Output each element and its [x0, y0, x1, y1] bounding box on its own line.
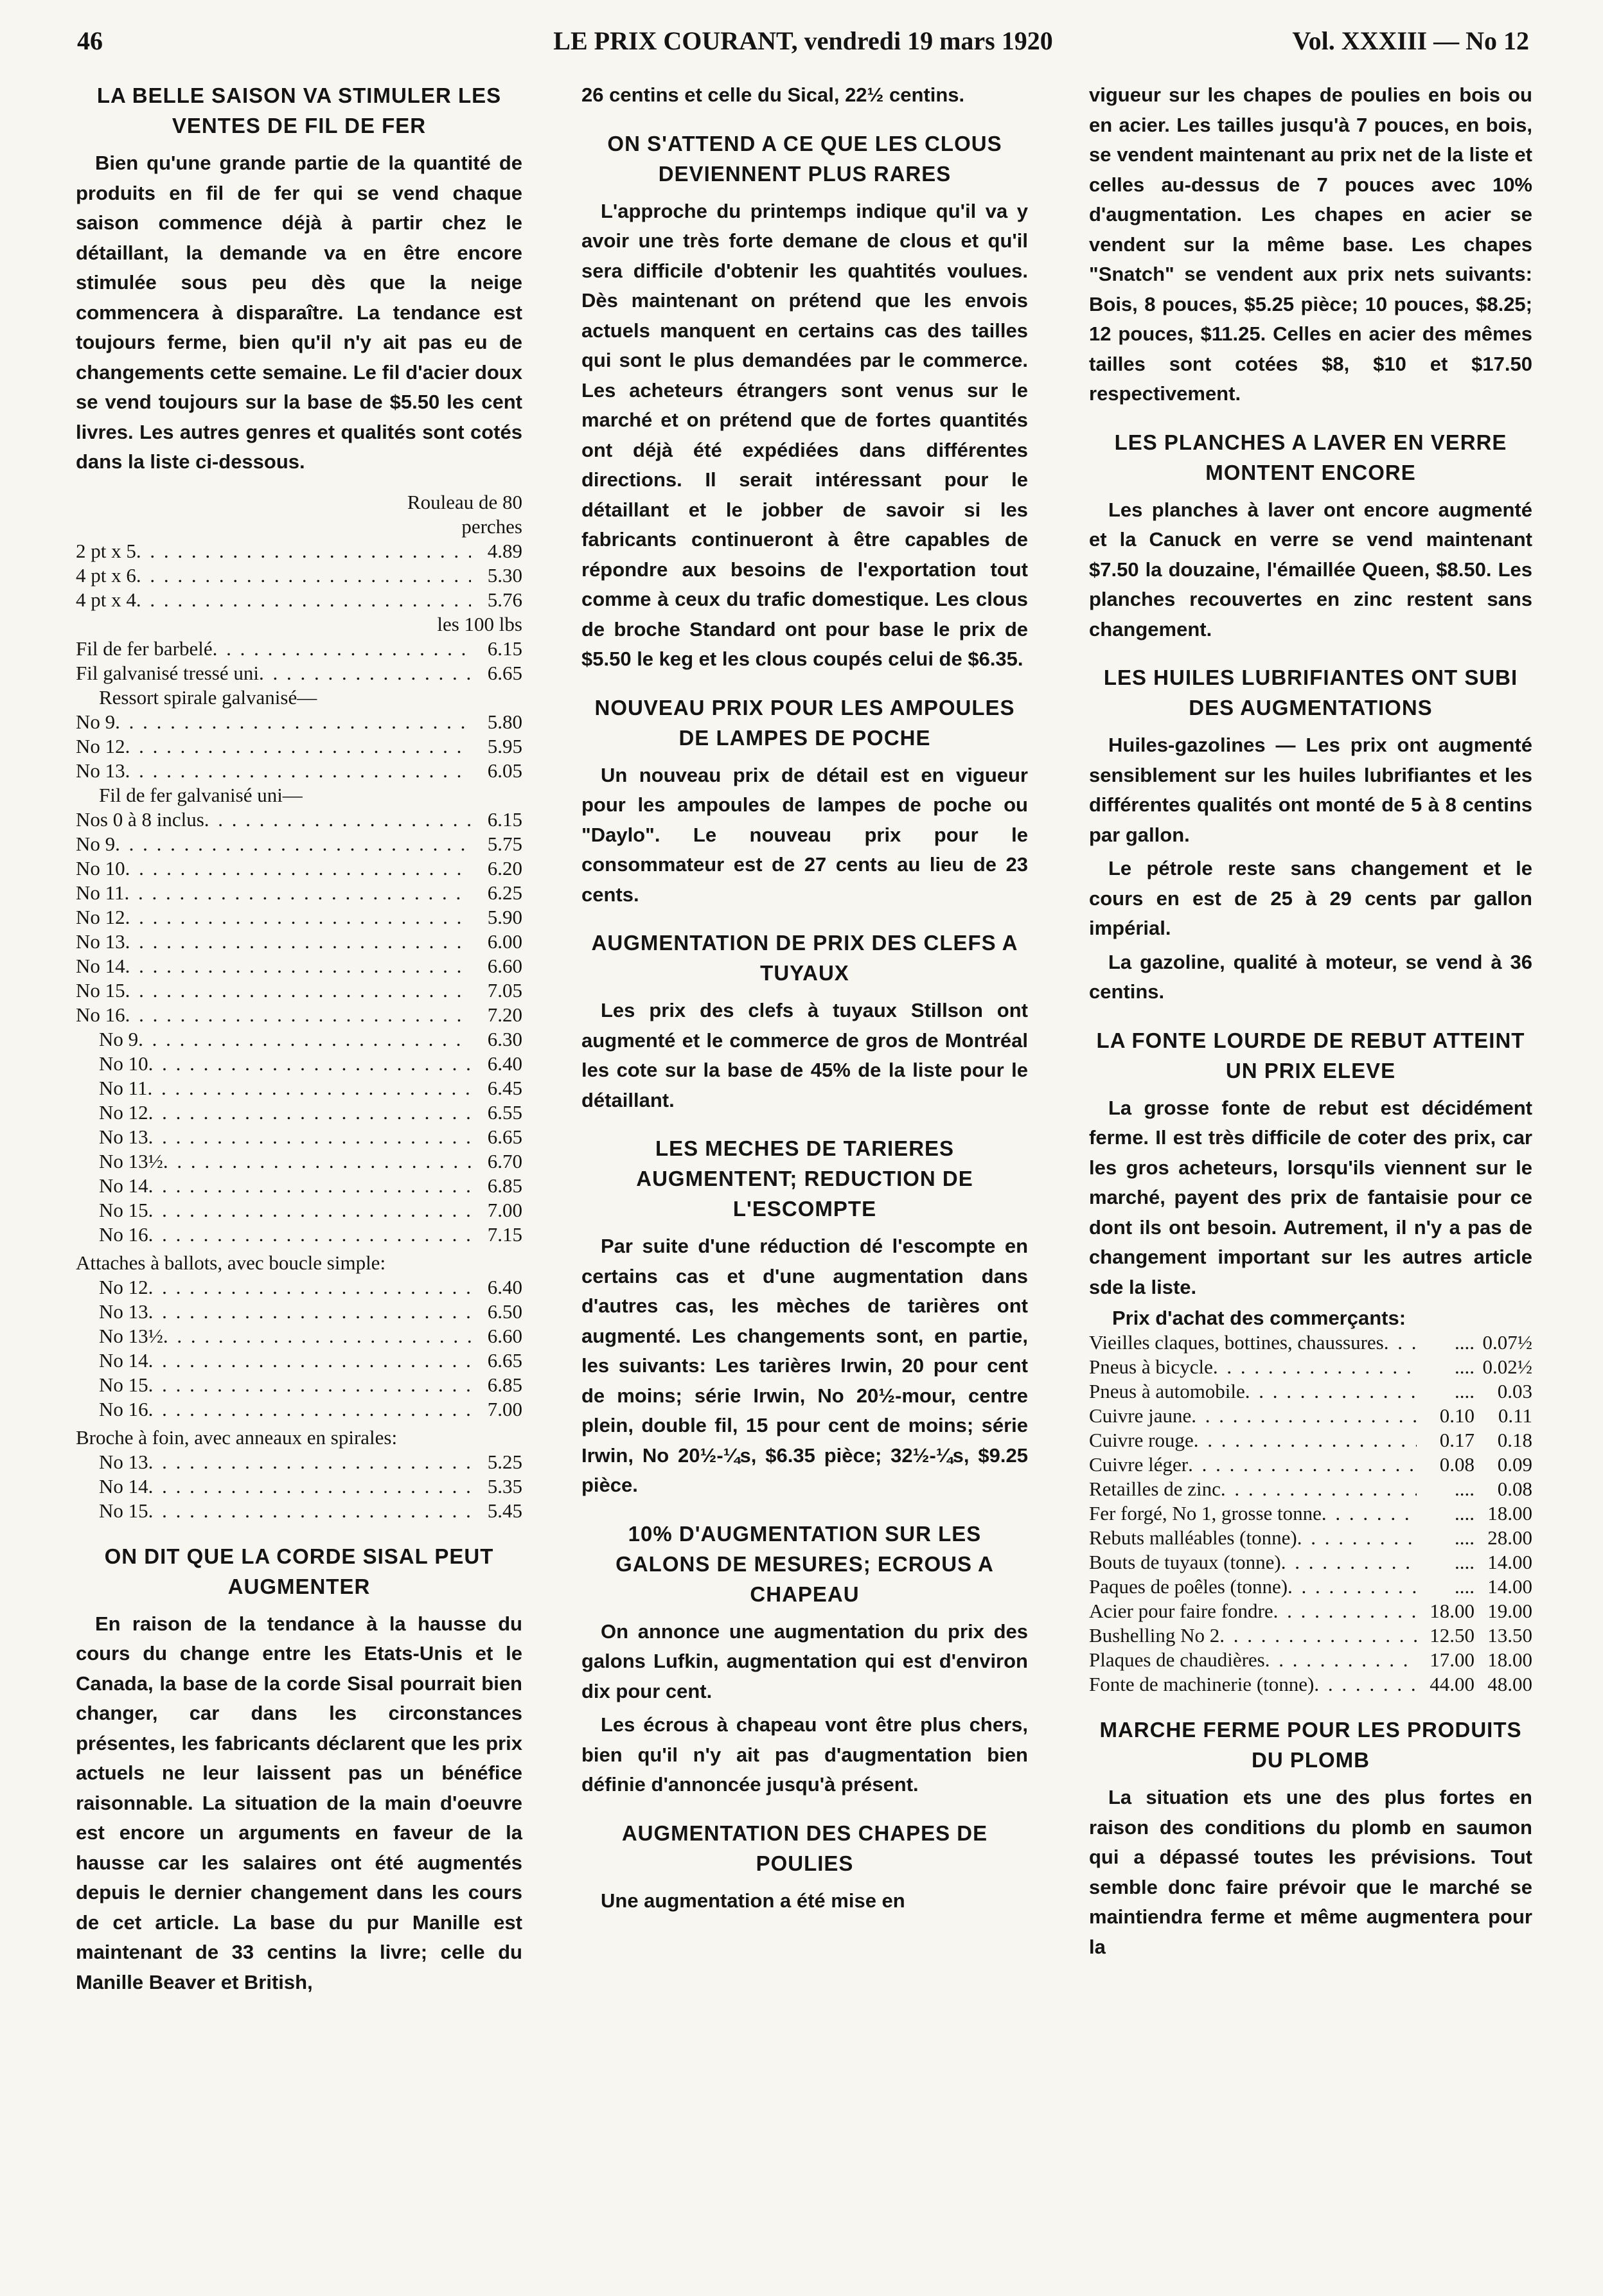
price-value-high: 0.09 — [1497, 1453, 1532, 1476]
price-value: 6.85 — [487, 1373, 522, 1396]
volume-number: Vol. XXXIII — No 12 — [1292, 26, 1529, 55]
dot-leader — [148, 1100, 471, 1125]
price-value: 5.75 — [487, 832, 522, 855]
price-value: 6.25 — [487, 881, 522, 904]
price-value: 5.30 — [487, 563, 522, 587]
price-label: No 15 — [99, 1499, 148, 1522]
price-value-high: 28.00 — [1487, 1526, 1532, 1549]
dot-leader — [125, 930, 471, 954]
article-title: LA FONTE LOURDE DE REBUT ATTEINT UN PRIX ELEVE — [1096, 1028, 1525, 1082]
article-body: La grosse fonte de rebut est décidément ferme. Il est très difficile de coter des prix, car les gros acheteurs, lorsqu'ils viennent sur le marché, payent des prix de fantaisie pour ce dont ils ont besoin. Autrement, il n'y a pas de changement important sur les autres article sde la liste. — [1089, 1096, 1532, 1298]
price-value-high: 0.02½ — [1482, 1356, 1532, 1378]
price-row — [76, 539, 522, 563]
unit-heading: les 100 lbs — [437, 612, 522, 635]
price-row — [76, 1275, 522, 1300]
article-body: L'approche du printemps indique qu'il va y avoir une très forte demane de clous et qu'il sera difficile d'obtenir les quahtités voulues. Dès maintenant on prétend que les envois actuels manquent en certains cas des tailles qui sont le plus demandées par le commerce. Les acheteurs étrangers sont venus sur le marché et on prétend que de fortes quantités ont déjà été expédiées dans différentes directions. Il serait intéressant pour le détaillant et le jobber de savoir si les fabricants continueront à être capables de répondre aux besoins de l'exportation tout comme à ceux du trafic domestique. Les clous de broche Standard ont pour base le prix de $5.50 le keg et les clous coupés celui de $6.35. — [581, 199, 1028, 670]
price-label: No 9 — [76, 710, 116, 733]
article-title: ON DIT QUE LA CORDE SISAL PEUT AUGMENTER — [104, 1544, 494, 1598]
price-value: 6.60 — [487, 954, 522, 977]
dot-leader — [125, 978, 471, 1003]
dot-leader — [1384, 1330, 1417, 1355]
price-value: 7.00 — [487, 1397, 522, 1420]
price-row — [1089, 1623, 1532, 1648]
dot-leader — [148, 1397, 471, 1422]
price-value-high: 0.03 — [1497, 1380, 1532, 1402]
price-row — [1089, 1330, 1532, 1355]
dot-leader — [1281, 1550, 1417, 1575]
dot-leader — [1221, 1477, 1417, 1501]
price-value-low: 0.17 — [1439, 1429, 1475, 1451]
price-value: 6.00 — [487, 930, 522, 953]
price-value: 7.00 — [487, 1198, 522, 1221]
price-value: 6.20 — [487, 856, 522, 879]
price-value-low: 12.50 — [1430, 1624, 1475, 1647]
price-row — [76, 1450, 522, 1474]
price-row — [76, 930, 522, 954]
price-label: No 14 — [99, 1174, 148, 1197]
dot-leader — [125, 954, 471, 978]
dot-leader — [148, 1052, 471, 1076]
price-row — [1089, 1672, 1532, 1697]
price-row — [76, 1125, 522, 1149]
price-label: No 9 — [76, 832, 116, 855]
price-row — [76, 1324, 522, 1348]
dot-leader — [138, 1027, 471, 1052]
article-title: AUGMENTATION DES CHAPES DE POULIES — [621, 1821, 988, 1875]
dot-leader — [125, 881, 472, 905]
price-label: No 12 — [76, 905, 125, 928]
price-label: No 15 — [99, 1198, 148, 1221]
article-body: La gazoline, qualité à moteur, se vend à 36 centins. — [1089, 950, 1532, 1003]
price-value: 6.05 — [487, 759, 522, 782]
price-label: Pneus à bicycle — [1089, 1356, 1213, 1378]
price-row — [76, 1348, 522, 1373]
page-number: 46 — [77, 26, 103, 55]
price-label: Cuivre léger — [1089, 1453, 1189, 1476]
price-label: No 12 — [99, 1100, 148, 1124]
price-row — [76, 1499, 522, 1523]
price-row — [1089, 1453, 1532, 1477]
price-label: No 13½ — [99, 1324, 163, 1347]
article-title: 10% D'AUGMENTATION SUR LES GALONS DE MESURES; ECROUS A CHAPEAU — [616, 1521, 994, 1606]
price-label: Plaques de chaudières — [1089, 1648, 1265, 1671]
price-label: Fer forgé, No 1, grosse tonne — [1089, 1502, 1322, 1524]
price-row — [76, 1397, 522, 1422]
price-label: Fil de fer barbelé — [76, 637, 213, 660]
price-row — [76, 1174, 522, 1198]
dot-leader — [125, 905, 471, 930]
price-row — [1089, 1404, 1532, 1428]
price-label: Bouts de tuyaux (tonne) — [1089, 1551, 1281, 1573]
price-row — [76, 588, 522, 612]
price-value: 6.45 — [487, 1076, 522, 1099]
price-value: 6.15 — [487, 637, 522, 660]
price-row — [76, 808, 522, 832]
price-value: 6.55 — [487, 1100, 522, 1124]
price-value: 5.90 — [487, 905, 522, 928]
dot-leader — [1219, 1623, 1417, 1648]
price-value-low: .... — [1455, 1356, 1475, 1378]
price-value: 6.30 — [487, 1027, 522, 1050]
price-value-low: .... — [1455, 1526, 1475, 1549]
dot-leader — [125, 856, 471, 881]
price-row — [76, 1076, 522, 1100]
price-row — [1089, 1526, 1532, 1550]
dot-leader — [1213, 1355, 1417, 1379]
dot-leader — [148, 1300, 471, 1324]
dot-leader — [125, 1003, 471, 1027]
dot-leader — [148, 1223, 471, 1247]
price-label: Cuivre jaune — [1089, 1404, 1192, 1427]
price-value-low: .... — [1455, 1380, 1475, 1402]
article-title: LA BELLE SAISON VA STIMULER LES VENTES DE FIL DE FER — [96, 84, 502, 137]
price-row — [76, 710, 522, 734]
article-title: MARCHE FERME POUR LES PRODUITS DU PLOMB — [1099, 1718, 1522, 1772]
dot-leader — [1188, 1453, 1417, 1477]
price-value: 6.40 — [487, 1275, 522, 1298]
price-value: 6.15 — [487, 808, 522, 831]
article-title: LES MECHES DE TARIERES AUGMENTENT; REDUCTION DE L'ESCOMPTE — [636, 1136, 973, 1221]
price-subheading: Broche à foin, avec anneaux en spirales: — [76, 1426, 398, 1449]
price-value: 5.25 — [487, 1450, 522, 1473]
price-value-high: 18.00 — [1487, 1502, 1532, 1524]
dot-leader — [1322, 1501, 1417, 1526]
dot-leader — [115, 710, 471, 734]
price-row — [76, 1027, 522, 1052]
article-continuation: vigueur sur les chapes de poulies en bois ou en acier. Les tailles jusqu'à 7 pouces, en bois, se vendent maintenant au prix net de la liste et celles au-dessus de 7 pouces avec 10% d'augmentation. Les chapes en acier se vendent sur la même base. Les chapes "Snatch" se vendent aux prix nets suivants: Bois, 8 pouces, $5.25 pièce; 10 pouces, $8.25; 12 pouces, $11.25. Celles en acier des mêmes tailles sont cotées $8, $10 et $17.50 respectivement. — [1089, 84, 1532, 405]
price-value-high: 0.11 — [1498, 1404, 1532, 1427]
price-value: 6.65 — [487, 1348, 522, 1372]
article-body: Les écrous à chapeau vont être plus chers, bien qu'il n'y ait pas d'augmentation bien définie d'annoncée jusqu'à présent. — [581, 1713, 1028, 1796]
price-row — [1089, 1477, 1532, 1501]
price-row — [76, 734, 522, 759]
price-label: 4 pt x 6 — [76, 563, 136, 587]
dot-leader — [148, 1076, 472, 1100]
price-row — [76, 563, 522, 588]
wire-price-list — [76, 490, 522, 1523]
dot-leader — [148, 1174, 471, 1198]
article-body: Le pétrole reste sans changement et le cours en est de 25 à 29 cents par gallon impérial. — [1089, 857, 1532, 939]
dot-leader — [136, 539, 471, 563]
price-row — [76, 1474, 522, 1499]
dot-leader — [204, 808, 471, 832]
price-value: 6.65 — [487, 661, 522, 684]
price-value: 7.15 — [487, 1223, 522, 1246]
price-label: No 13½ — [99, 1149, 163, 1172]
price-label: Retailles de zinc — [1089, 1478, 1221, 1500]
price-label: No 16 — [99, 1397, 148, 1420]
price-label: No 10 — [99, 1052, 148, 1075]
article-continuation: 26 centins et celle du Sical, 22½ centins. — [581, 84, 965, 106]
dot-leader — [115, 832, 471, 856]
price-value-high: 0.07½ — [1482, 1331, 1532, 1354]
dot-leader — [1191, 1404, 1417, 1428]
price-value: 7.05 — [487, 978, 522, 1002]
price-label: Paques de poêles (tonne) — [1089, 1575, 1288, 1598]
price-value-low: 18.00 — [1430, 1600, 1475, 1622]
price-value: 5.76 — [487, 588, 522, 611]
dot-leader — [213, 637, 471, 661]
price-row — [76, 881, 522, 905]
dot-leader — [125, 759, 471, 783]
price-subheading: Prix d'achat des commerçants: — [1112, 1307, 1406, 1329]
dot-leader — [163, 1324, 471, 1348]
price-value: 5.35 — [487, 1474, 522, 1497]
price-row — [1089, 1379, 1532, 1404]
scrap-price-list — [1089, 1306, 1532, 1697]
article-body: On annonce une augmentation du prix des galons Lufkin, augmentation qui est d'environ dix pour cent. — [581, 1620, 1028, 1702]
price-label: No 10 — [76, 856, 125, 879]
price-label: No 13 — [99, 1125, 148, 1148]
newspaper-title: LE PRIX COURANT, vendredi 19 mars 1920 — [553, 26, 1053, 55]
price-value: 6.50 — [487, 1300, 522, 1323]
dot-leader — [1314, 1672, 1417, 1697]
price-value: 7.20 — [487, 1003, 522, 1026]
dot-leader — [148, 1450, 471, 1474]
price-label: Bushelling No 2 — [1089, 1624, 1220, 1647]
price-subheading: Ressort spirale galvanisé— — [99, 685, 317, 709]
price-subheading: Attaches à ballots, avec boucle simple: — [76, 1251, 386, 1274]
article-body: Par suite d'une réduction dé l'escompte en certains cas et d'une augmentation dans d'autres cas, les mèches de tarières ont augmenté. Les changements sont, en partie, les suivants: Les tarières Irwin, 20 pour cent de moins; série Irwin, No 20½-mour, centre plein, double fil, 15 pour cent de moins; série Irwin, No 20½-¼s, $6.35 pièce; 32½-¼s, $9.25 pièce. — [581, 1235, 1028, 1496]
dot-leader — [148, 1198, 471, 1223]
price-row — [1089, 1648, 1532, 1672]
price-label: No 14 — [99, 1474, 148, 1497]
price-row — [76, 1052, 522, 1076]
dot-leader — [125, 734, 471, 759]
price-label: No 15 — [76, 978, 125, 1002]
article-body: Les planches à laver ont encore augmenté et la Canuck en verre se vend maintenant $7.50 la douzaine, l'émaillée Queen, $8.50. Les planches recouvertes en zinc restent sans changement. — [1089, 498, 1532, 640]
dot-leader — [148, 1125, 471, 1149]
price-label: Fonte de machinerie (tonne) — [1089, 1673, 1315, 1695]
dot-leader — [148, 1348, 471, 1373]
column-2 — [581, 80, 1028, 1920]
price-value-high: 13.50 — [1487, 1624, 1532, 1647]
price-value: 4.89 — [487, 539, 522, 562]
price-row — [1089, 1599, 1532, 1623]
price-label: Rebuts malléables (tonne) — [1089, 1526, 1297, 1549]
article-title: LES PLANCHES A LAVER EN VERRE MONTENT ENCORE — [1114, 430, 1507, 484]
price-value-low: 0.10 — [1439, 1404, 1475, 1427]
price-row — [76, 954, 522, 978]
article-title: LES HUILES LUBRIFIANTES ONT SUBI DES AUGMENTATIONS — [1103, 666, 1518, 720]
price-row — [76, 978, 522, 1003]
price-label: No 14 — [76, 954, 125, 977]
price-value: 6.65 — [487, 1125, 522, 1148]
dot-leader — [259, 661, 471, 685]
dot-leader — [1273, 1599, 1417, 1623]
price-label: Nos 0 à 8 inclus — [76, 808, 204, 831]
price-value: 6.85 — [487, 1174, 522, 1197]
price-row — [1089, 1575, 1532, 1599]
price-row — [76, 661, 522, 685]
price-value-high: 14.00 — [1487, 1575, 1532, 1598]
dot-leader — [148, 1474, 471, 1499]
dot-leader — [163, 1149, 471, 1174]
price-row — [76, 1003, 522, 1027]
article-title: NOUVEAU PRIX POUR LES AMPOULES DE LAMPES DE POCHE — [594, 695, 1015, 750]
article-body: La situation ets une des plus fortes en raison des conditions du plomb en saumon qui a dépassé toutes les prévisions. Tout semble donc faire prévoir que le marché se maintiendra ferme et même augmentera pour la — [1089, 1786, 1532, 1958]
dot-leader — [136, 563, 471, 588]
price-label: No 13 — [76, 930, 125, 953]
price-label: No 13 — [99, 1450, 148, 1473]
article-body: Les prix des clefs à tuyaux Stillson ont augmenté et le commerce de gros de Montréal les cote sur la base de 45% de la liste pour le détaillant. — [581, 999, 1028, 1111]
article-body: Un nouveau prix de détail est en vigueur pour les ampoules de lampes de poche ou "Daylo". Le nouveau prix pour le consommateur est de 27 cents au lieu de 23 cents. — [581, 763, 1028, 906]
price-row — [76, 1149, 522, 1174]
price-row — [76, 1300, 522, 1324]
column-1 — [76, 80, 522, 2001]
dot-leader — [1194, 1428, 1417, 1453]
price-row — [76, 856, 522, 881]
price-label: No 15 — [99, 1373, 148, 1396]
article-body: Bien qu'une grande partie de la quantité de produits en fil de fer qui se vend chaque saison commence déjà à partir chez le détaillant, la demande va en être encore stimulée sous peu dès que la neige commencera à disparaître. La tendance est toujours ferme, bien qu'il n'y ait pas eu de changements cette semaine. Le fil d'acier doux se vend toujours sur la base de $5.50 les cent livres. Les autres genres et qualités sont cotés dans la liste ci-dessous. — [76, 152, 522, 473]
price-value: 6.70 — [487, 1149, 522, 1172]
dot-leader — [1297, 1526, 1417, 1550]
price-label: No 11 — [76, 881, 125, 904]
page-header — [71, 26, 1536, 71]
price-value-high: 18.00 — [1487, 1648, 1532, 1671]
dot-leader — [148, 1499, 471, 1523]
price-row — [76, 637, 522, 661]
price-value: 5.95 — [487, 734, 522, 757]
article-body: Huiles-gazolines — Les prix ont augmenté sensiblement sur les huiles lubrifiantes et les différentes qualités ont monté de 5 à 8 centins par gallon. — [1089, 734, 1532, 846]
price-label: Acier pour faire fondre — [1089, 1600, 1273, 1622]
price-row — [76, 1223, 522, 1247]
unit-heading: Rouleau de 80 perches — [407, 490, 522, 538]
price-label: No 13 — [99, 1300, 148, 1323]
price-label: Fil galvanisé tressé uni — [76, 661, 259, 684]
article-title: ON S'ATTEND A CE QUE LES CLOUS DEVIENNENT PLUS RARES — [607, 131, 1002, 186]
article-body: Une augmentation a été mise en — [601, 1889, 905, 1912]
price-value-low: .... — [1455, 1478, 1475, 1500]
price-label: 4 pt x 4 — [76, 588, 136, 611]
price-row — [1089, 1501, 1532, 1526]
price-value: 6.60 — [487, 1324, 522, 1347]
price-label: Pneus à automobile — [1089, 1380, 1245, 1402]
price-label: No 14 — [99, 1348, 148, 1372]
price-label: No 12 — [99, 1275, 148, 1298]
price-value-low: 17.00 — [1430, 1648, 1475, 1671]
article-body: En raison de la tendance à la hausse du cours du change entre les Etats-Unis et le Canada, la base de la corde Sisal pourrait bien changer, car dans les circonstances présentes, les fabricants déclarent que les prix actuels ne leur laissent pas un bénéfice raisonnable. La situation de la main d'oeuvre est encore un arguments en faveur de la hausse car les salaires ont été augmentés depuis le dernier changement dans les cours de cet article. La base du pur Manille est maintenant de 33 centins la livre; celle du Manille Beaver et British, — [76, 1612, 522, 1993]
price-label: No 11 — [99, 1076, 148, 1099]
price-value-low: .... — [1455, 1502, 1475, 1524]
price-row — [1089, 1428, 1532, 1453]
price-label: No 16 — [99, 1223, 148, 1246]
dot-leader — [1245, 1379, 1417, 1404]
price-value: 5.45 — [487, 1499, 522, 1522]
price-label: No 12 — [76, 734, 125, 757]
price-subheading: Fil de fer galvanisé uni— — [99, 783, 303, 806]
dot-leader — [148, 1373, 471, 1397]
price-value: 5.80 — [487, 710, 522, 733]
price-label: No 16 — [76, 1003, 125, 1026]
article-title: AUGMENTATION DE PRIX DES CLEFS A TUYAUX — [591, 931, 1018, 985]
price-label: No 13 — [76, 759, 125, 782]
price-row — [76, 1198, 522, 1223]
price-value-high: 19.00 — [1487, 1600, 1532, 1622]
price-value-low: .... — [1455, 1551, 1475, 1573]
price-label: No 9 — [99, 1027, 139, 1050]
column-3 — [1089, 80, 1532, 1966]
price-value-low: 44.00 — [1430, 1673, 1475, 1695]
price-label: Vieilles claques, bottines, chaussures — [1089, 1331, 1384, 1354]
price-label: Cuivre rouge — [1089, 1429, 1194, 1451]
price-row — [76, 759, 522, 783]
price-value-high: 0.08 — [1497, 1478, 1532, 1500]
price-value-high: 0.18 — [1497, 1429, 1532, 1451]
price-value: 6.40 — [487, 1052, 522, 1075]
price-row — [76, 1100, 522, 1125]
price-value-low: .... — [1455, 1331, 1475, 1354]
price-value-low: 0.08 — [1439, 1453, 1475, 1476]
dot-leader — [1265, 1648, 1417, 1672]
dot-leader — [1288, 1575, 1417, 1599]
price-value-low: .... — [1455, 1575, 1475, 1598]
price-row — [1089, 1355, 1532, 1379]
price-label: 2 pt x 5 — [76, 539, 136, 562]
price-row — [76, 905, 522, 930]
price-value-high: 48.00 — [1487, 1673, 1532, 1695]
price-row — [76, 832, 522, 856]
price-row — [1089, 1550, 1532, 1575]
price-row — [76, 1373, 522, 1397]
price-value-high: 14.00 — [1487, 1551, 1532, 1573]
dot-leader — [148, 1275, 471, 1300]
dot-leader — [136, 588, 471, 612]
